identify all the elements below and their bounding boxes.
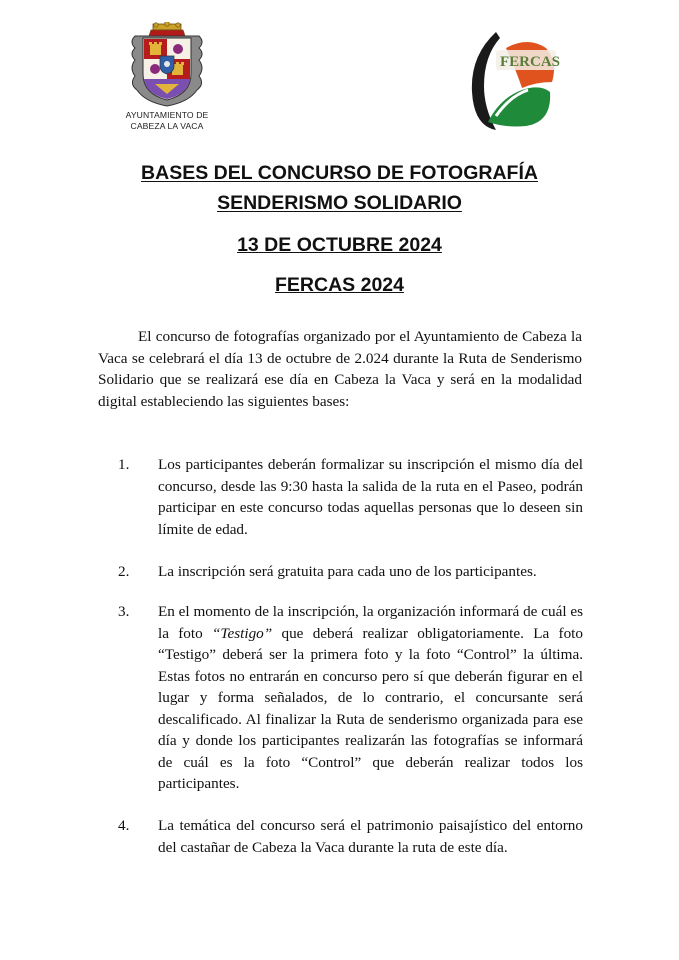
event-date-title: 13 DE OCTUBRE 2024 — [237, 234, 442, 256]
rule-number: 1. — [118, 456, 130, 473]
rule-text: Los participantes deberán formalizar su inscripción el mismo día del concurso, desde las 9:30 hasta la salida de la ruta en el Paseo, podrán participar en este concurso todas aquellas personas que lo deseen sin límite de edad. — [158, 456, 583, 538]
ayuntamiento-logo — [115, 22, 219, 134]
title-line-2: SENDERISMO SOLIDARIO — [217, 192, 462, 214]
rule-number: 2. — [118, 563, 130, 580]
rule-text-part: que deberá realizar obligatoriamente. La foto “Testigo” deberá ser la primera foto y la foto “Control” la última. Estas fotos no entrarán en concurso pero sí que deberán figurar en el lugar y forma señalados, de lo contrario, el concursante será descalificado. Al finalizar la Ruta de senderismo organizada para ese día y donde los participantes realizarán las fotografías se informará de cuál es la foto “Control” que deberán realizar todos los participantes. — [158, 624, 583, 792]
municipality-line-2: CABEZA LA VACA — [130, 121, 204, 131]
document-titles — [0, 158, 679, 300]
rule-text-part: En el momento de la inscripción, la organización informará de cuál es la foto — [158, 603, 583, 642]
rule-text: La inscripción será gratuita para cada uno de los participantes. — [158, 563, 537, 580]
fercas-logo-text: FERCAS — [500, 54, 560, 70]
municipality-name — [115, 110, 219, 132]
rule-text: La temática del concurso será el patrimonio paisajístico del entorno del castañar de Cabeza la Vaca durante la ruta de este día. — [158, 817, 583, 856]
municipality-line-1: AYUNTAMIENTO DE — [125, 110, 209, 120]
event-edition-title: FERCAS 2024 — [275, 274, 404, 296]
fercas-logo — [466, 26, 560, 134]
rule-text — [158, 601, 583, 795]
fercas-logo-icon — [466, 26, 560, 134]
coat-of-arms-icon — [125, 22, 209, 108]
title-line-1: BASES DEL CONCURSO DE FOTOGRAFÍA — [141, 162, 538, 184]
rule-text-italic: “Testigo” — [211, 624, 273, 642]
intro-paragraph: El concurso de fotografías organizado por el Ayuntamiento de Cabeza la Vaca se celebrará el día 13 de octubre de 2.024 durante la Ruta de Senderismo Solidario que se realizará ese día en Cabeza la Vaca y será en la modalidad digital estableciendo las siguientes bases: — [98, 328, 582, 410]
rule-number: 3. — [118, 603, 130, 620]
rule-number: 4. — [118, 817, 130, 834]
